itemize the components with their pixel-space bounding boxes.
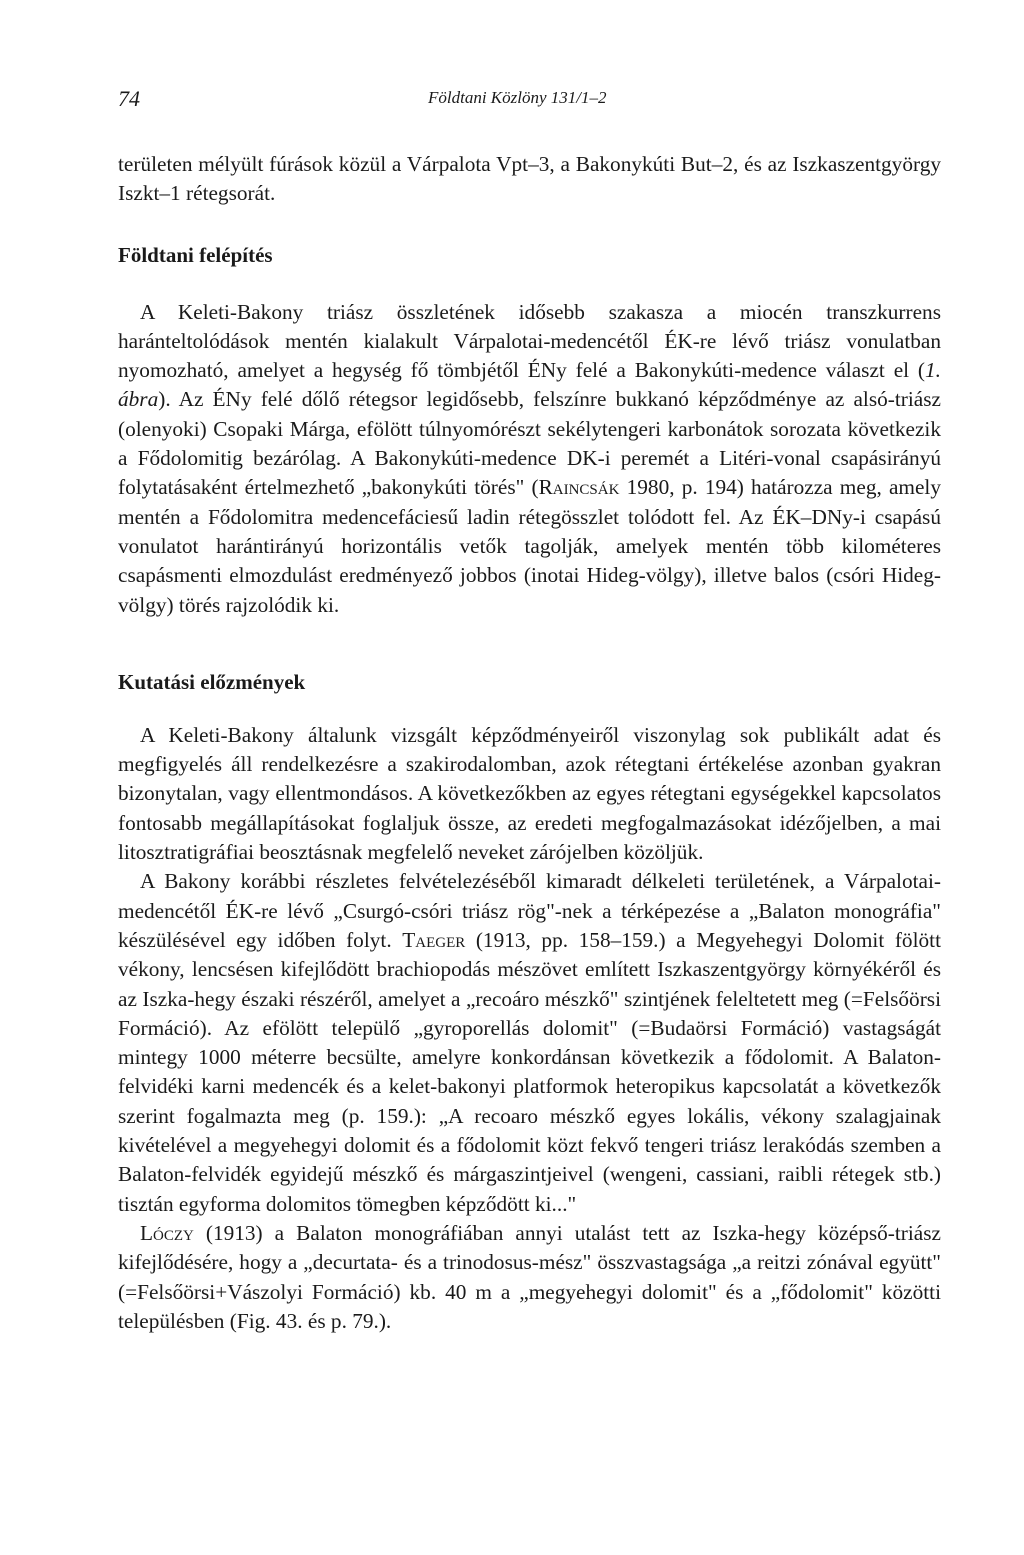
intro-paragraph: területen mélyült fúrások közül a Várpalota Vpt–3, a Bakonykúti But–2, és az Iszkaszentgyörgy Iszkt–1 rétegsorát. [118,152,941,206]
page-number: 74 [118,86,140,111]
research-paragraph-1: A Keleti-Bakony általunk vizsgált képződményeiről viszonylag sok publikált adat és megfigyelés áll rendelkezésre a szakirodalomban, azok rétegtani értékelése azonban gyakran bizonytalan, vagy ellentmondásos. A következőkben az egyes rétegtani egységekkel kapcsolatos fontosabb megállapításokat foglaljuk össze, az eredeti megfogalmazásokat idézőjelben, a mai litosztratigráfiai beosztásnak megfelelő neveket zárójelben közöljük. [118,722,941,865]
section-heading-geology: Földtani felépítés [118,242,273,267]
author-citation: Raincsák [538,475,620,500]
text-run: ). Az ÉNy felé dőlő rétegsor legidősebb, felszínre bukkanó képződménye az alsó-triász (olenyoki) Csopaki Márga, efölött túlnyomórészt sekélytengeri karbonátok sorozata következik a Fődolomitig bezárólag. A Bakonykúti-medence DK-i peremét a Litéri-vonal csapásirányú folytatásaként értelmezhető „bakonykúti törés" ( [118,387,941,500]
text-run: (1913) a Balaton monográfiában annyi utalást tett az Iszka-hegy középső-triász kifejlődésére, hogy a „decurtata- és a trinodosus-mész" összvastagsága „a reitzi zónával együtt" (=Felsőörsi+Vászolyi Formáció) kb. 40 m a „megyehegyi dolomit" és a „fődolomit" közötti településben (Fig. 43. és p. 79.). [118,1220,941,1333]
geology-paragraph [118,298,941,620]
research-paragraph-2 [118,867,941,1219]
research-paragraph-3 [118,1219,941,1336]
text-run: A Keleti-Bakony triász összletének idősebb szakasza a miocén transzkurrens haránteltolódások mentén kialakult Várpalotai-medencétől ÉK-re lévő triász vonulatban nyomozható, amelyet a hegység fő tömbjétől ÉNy felé a Bakonykúti-medence választ el ( [118,299,941,383]
text-run: (1913, pp. 158–159.) a Megyehegyi Dolomit fölött vékony, lencsésen kifejlődött brachiopodás mészövet említett Iszkaszentgyörgy környékéről és az Iszka-hegy északi részéről, amelyet a „recoáro mészkő" szintjének feleltetett meg (=Felsőörsi Formáció). Az efölött települő „gyroporellás dolomit" (=Budaörsi Formáció) vastagságát mintegy 1000 méterre becsülte, amelyre konkordánsan következik a fődolomit. A Balaton-felvidéki karni medencék és a kelet-bakonyi platformok heteropikus kapcsolatát a következők szerint fogalmazta meg (p. 159.): „A recoaro mészkő egyes lokális, vékony szalagjainak kivételével a megyehegyi dolomit és a fődolomit közt fekvő tengeri triász lerakódás szemben a Balaton-felvidék egyidejű mészkő és márgaszintjeivel (wengeni, cassiani, raibli rétegek stb.) tisztán egyforma dolomitos tömegben képződött ki..." [118,927,941,1216]
section-heading-research-history: Kutatási előzmények [118,669,306,694]
text-run: A Bakony korábbi részletes felvételezéséből kimaradt délkeleti területének, a Várpalotai-medencétől ÉK-re lévő „Csurgó-csóri triász rög"-nek a térképezése a „Balaton monográfia" készülésével egy időben folyt. [118,869,941,952]
text-run: 1980, p. 194) határozza meg, amely mentén a Fődolomitra medencefáciesű ladin rétegösszlet tolódott fel. Az ÉK–DNy-i csapású vonulatot harántirányú horizontális vetők tagolják, amelyek mentén több kilométeres csapásmenti elmozdulást eredményező jobbos (inotai Hideg-völgy), illetve balos (csóri Hideg-völgy) törés rajzolódik ki. [118,475,941,617]
figure-reference: 1. ábra [118,358,941,412]
author-citation: Taeger [402,927,466,952]
author-citation: Lóczy [140,1220,194,1245]
body-text [118,150,941,1336]
running-head [118,86,941,116]
journal-title: Földtani Közlöny 131/1–2 [428,88,607,107]
